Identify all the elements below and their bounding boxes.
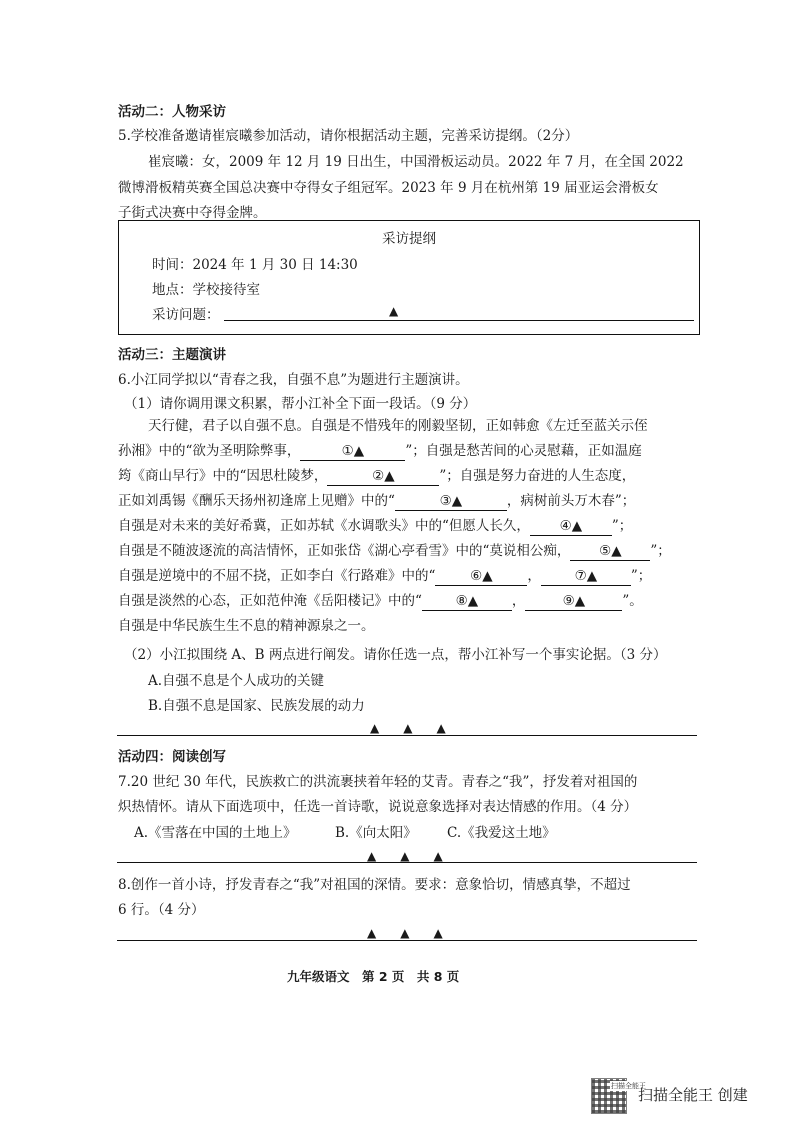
blank-6[interactable]: ⑥▲ bbox=[435, 568, 527, 586]
outline-place: 地点：学校接待室 bbox=[152, 282, 260, 298]
outline-time: 时间：2024 年 1 月 30 日 14:30 bbox=[152, 257, 358, 273]
outline-title: 采访提纲 bbox=[382, 231, 436, 247]
bio-line-2: 微博滑板精英赛全国总决赛中夺得女子组冠军。2023 年 9 月在杭州第 19 届亚运会滑板女 bbox=[118, 180, 659, 196]
activity3-heading: 活动三：主题演讲 bbox=[118, 347, 226, 363]
para-text: 自强是逆境中的不屈不挠，正如李白《行路难》中的“ bbox=[118, 568, 436, 584]
blank-9[interactable]: ⑨▲ bbox=[525, 593, 622, 611]
blank-3[interactable]: ③▲ bbox=[395, 493, 507, 511]
question-7-line-1: 7.20 世纪 30 年代，民族救亡的洪流裹挟着年轻的艾青。青春之“我”，抒发着对祖国的 bbox=[118, 774, 638, 790]
outline-answer-line[interactable] bbox=[224, 320, 694, 321]
blank-5[interactable]: ⑤▲ bbox=[570, 543, 650, 561]
answer-line-8[interactable] bbox=[117, 940, 697, 941]
option-a: A.自强不息是个人成功的关键 bbox=[148, 673, 325, 689]
answer-triangles-icon: ▲ ▲ ▲ bbox=[370, 721, 446, 735]
blank-1[interactable]: ①▲ bbox=[300, 443, 405, 461]
para-text: 孙湘》中的“欲为圣明除弊事， bbox=[118, 443, 301, 459]
question-6: 6.小江同学拟以“青春之我，自强不息”为题进行主题演讲。 bbox=[118, 372, 469, 388]
para-line-4 bbox=[118, 489, 635, 514]
para-line-7 bbox=[118, 564, 651, 589]
scanner-watermark: 扫描全能王 创建 bbox=[638, 1086, 748, 1104]
bio-line-1: 崔宸曦：女，2009 年 12 月 19 日出生，中国滑板运动员。2022 年 7 月，在全国 2022 bbox=[148, 154, 684, 170]
para-text: ”；自强是愁苦间的心灵慰藉，正如温庭 bbox=[405, 443, 642, 459]
interview-outline-box bbox=[118, 220, 700, 335]
answer-triangles-icon: ▲ ▲ ▲ bbox=[367, 849, 443, 863]
answer-line-6-2[interactable] bbox=[117, 735, 697, 736]
para-text: 自强是淡然的心态，正如范仲淹《岳阳楼记》中的“ bbox=[118, 593, 422, 609]
para-text: 筠《商山早行》中的“因思杜陵梦， bbox=[118, 468, 328, 484]
question-6-part-1: （1）请你调用课文积累，帮小江补全下面一段话。（9 分） bbox=[124, 396, 477, 412]
q7-option-b: B.《向太阳》 bbox=[335, 825, 417, 841]
q7-option-c: C.《我爱这土地》 bbox=[447, 825, 556, 841]
blank-2[interactable]: ②▲ bbox=[327, 468, 439, 486]
answer-line-7[interactable] bbox=[117, 862, 697, 863]
question-8-line-2: 6 行。（4 分） bbox=[118, 902, 205, 918]
answer-triangle-icon: ▲ bbox=[389, 304, 399, 318]
qr-caption: 扫描全能王 bbox=[611, 1082, 646, 1090]
para-line-8 bbox=[118, 589, 643, 614]
para-text: ”； bbox=[630, 568, 652, 584]
para-text: ， bbox=[511, 593, 526, 609]
activity2-heading: 活动二：人物采访 bbox=[118, 104, 226, 120]
para-text: 正如刘禹锡《酬乐天扬州初逢席上见赠》中的“ bbox=[118, 493, 395, 509]
question-5: 5.学校准备邀请崔宸曦参加活动，请你根据活动主题，完善采访提纲。（2分） bbox=[118, 128, 579, 144]
para-text: ”。 bbox=[622, 593, 643, 609]
para-text: ”； bbox=[650, 543, 671, 559]
para-text: ”；自强是努力奋进的人生态度， bbox=[439, 468, 636, 484]
para-text: ， bbox=[527, 568, 541, 584]
question-8-line-1: 8.创作一首小诗，抒发青春之“我”对祖国的深情。要求：意象恰切，情感真挚，不超过 bbox=[118, 877, 631, 893]
para-line-6 bbox=[118, 539, 671, 564]
para-text: 自强是不随波逐流的高洁情怀，正如张岱《湖心亭看雪》中的“莫说相公痴， bbox=[118, 543, 571, 559]
outline-question-label: 采访问题： bbox=[152, 307, 220, 323]
para-text: ”； bbox=[611, 518, 633, 534]
activity4-heading: 活动四：阅读创写 bbox=[118, 749, 226, 765]
q7-option-a: A.《雪落在中国的土地上》 bbox=[134, 825, 297, 841]
question-7-line-2: 炽热情怀。请从下面选项中，任选一首诗歌，说说意象选择对表达情感的作用。（4 分） bbox=[118, 799, 638, 815]
para-text: 自强是对未来的美好希冀，正如苏轼《水调歌头》中的“但愿人长久， bbox=[118, 518, 530, 534]
para-line-2 bbox=[118, 439, 642, 464]
para-line-5 bbox=[118, 514, 632, 539]
option-b: B.自强不息是国家、民族发展的动力 bbox=[148, 698, 365, 714]
blank-4[interactable]: ④▲ bbox=[530, 518, 612, 536]
blank-8[interactable]: ⑧▲ bbox=[422, 593, 512, 611]
blank-7[interactable]: ⑦▲ bbox=[541, 568, 631, 586]
para-line-1: 天行健，君子以自强不息。自强是不惜残年的刚毅坚韧，正如韩愈《左迁至蓝关示侄 bbox=[148, 418, 648, 434]
para-line-9: 自强是中华民族生生不息的精神源泉之一。 bbox=[118, 618, 375, 634]
page-footer: 九年级语文 第 2 页 共 8 页 bbox=[287, 969, 460, 984]
answer-triangles-icon: ▲ ▲ ▲ bbox=[367, 926, 443, 940]
para-text: ，病树前头万木春”； bbox=[506, 493, 636, 509]
para-line-3 bbox=[118, 464, 635, 489]
bio-line-3: 子街式决赛中夺得金牌。 bbox=[118, 205, 267, 221]
question-6-part-2: （2）小江拟围绕 A、B 两点进行阐发。请你任选一点，帮小江补写一个事实论据。（3 分） bbox=[124, 647, 667, 663]
